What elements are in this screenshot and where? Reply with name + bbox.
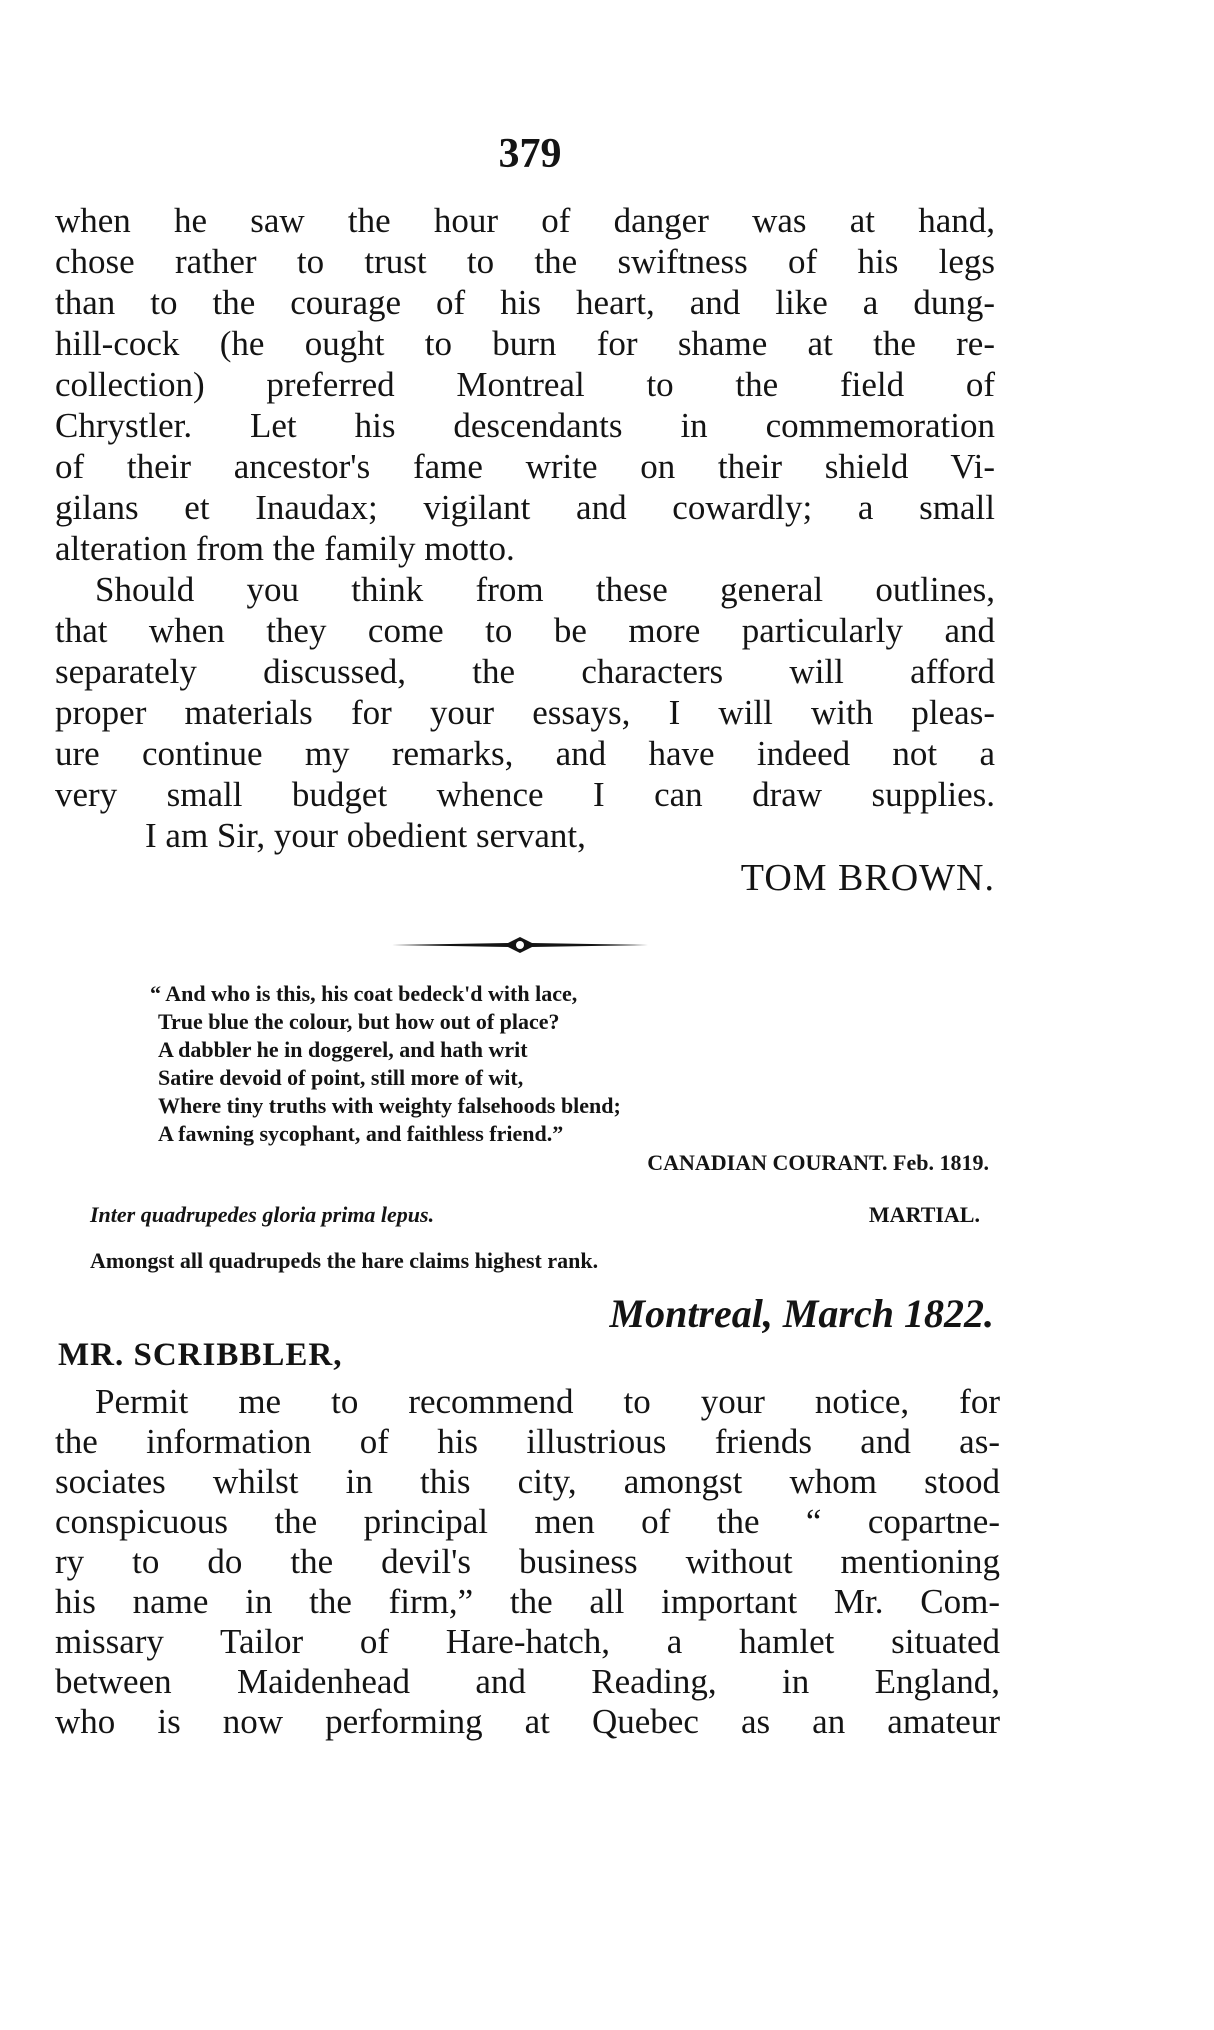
epigraph-attribution: MARTIAL. [868,1202,980,1227]
page-number: 379 [498,131,562,177]
verse-line: A fawning sycophant, and faithless friend.” [158,1121,564,1146]
text-line: Chrystler. Let his descendants in commemoration [55,406,995,445]
epigraph-translation: Amongst all quadrupeds the hare claims highest rank. [90,1248,599,1273]
text-line: hill-cock (he ought to burn for shame at the re- [55,324,995,363]
salutation: MR. SCRIBBLER, [58,1337,343,1373]
text-line: of their ancestor's fame write on their shield Vi- [55,447,995,486]
text-line: collection) preferred Montreal to the field of [55,365,995,404]
verse-line: Where tiny truths with weighty falsehoods blend; [158,1093,621,1118]
text-line: his name in the firm,” the all important Mr. Com- [55,1582,1000,1621]
text-line: ure continue my remarks, and have indeed not a [55,734,995,773]
text-line: separately discussed, the characters will afford [55,652,995,691]
closing-line: I am Sir, your obedient servant, [145,816,586,855]
verse-line: “ And who is this, his coat bedeck'd with lace, [150,981,578,1006]
text-line: Permit me to recommend to your notice, for [95,1382,1000,1421]
text-line: when he saw the hour of danger was at hand, [55,201,995,240]
text-line: between Maidenhead and Reading, in England, [55,1662,1000,1701]
text-line: Should you think from these general outlines, [95,570,995,609]
letter-body [55,1382,1000,1742]
text-line: missary Tailor of Hare-hatch, a hamlet situated [55,1622,1000,1661]
text-line: conspicuous the principal men of the “ copartne- [55,1502,1000,1541]
text-line: alteration from the family motto. [55,529,515,568]
text-line: the information of his illustrious friends and as- [55,1422,1000,1461]
text-line: ry to do the devil's business without mentioning [55,1542,1000,1581]
ornamental-divider [390,935,650,955]
text-line: chose rather to trust to the swiftness of his legs [55,242,995,281]
letter-continuation [55,200,995,900]
epigraph-latin [90,1202,990,1228]
verse-source: CANADIAN COURANT. Feb. 1819. [647,1150,989,1175]
verse-line: True blue the colour, but how out of place? [158,1009,560,1034]
verse-line: Satire devoid of point, still more of wit, [158,1065,524,1090]
text-line: very small budget whence I can draw supplies. [55,775,995,814]
text-line: sociates whilst in this city, amongst whom stood [55,1462,1000,1501]
text-line: proper materials for your essays, I will with pleas- [55,693,995,732]
signature: TOM BROWN. [740,857,995,899]
text-line: that when they come to be more particularly and [55,611,995,650]
text-line: who is now performing at Quebec as an amateur [55,1702,1000,1741]
dateline: Montreal, March 1822. [609,1291,994,1336]
text-line: than to the courage of his heart, and like a dung- [55,283,995,322]
verse-quotation [150,980,930,1148]
text-line: gilans et Inaudax; vigilant and cowardly; a small [55,488,995,527]
epigraph-latin-text: Inter quadrupedes gloria prima lepus. [90,1202,435,1227]
verse-line: A dabbler he in doggerel, and hath writ [158,1037,528,1062]
